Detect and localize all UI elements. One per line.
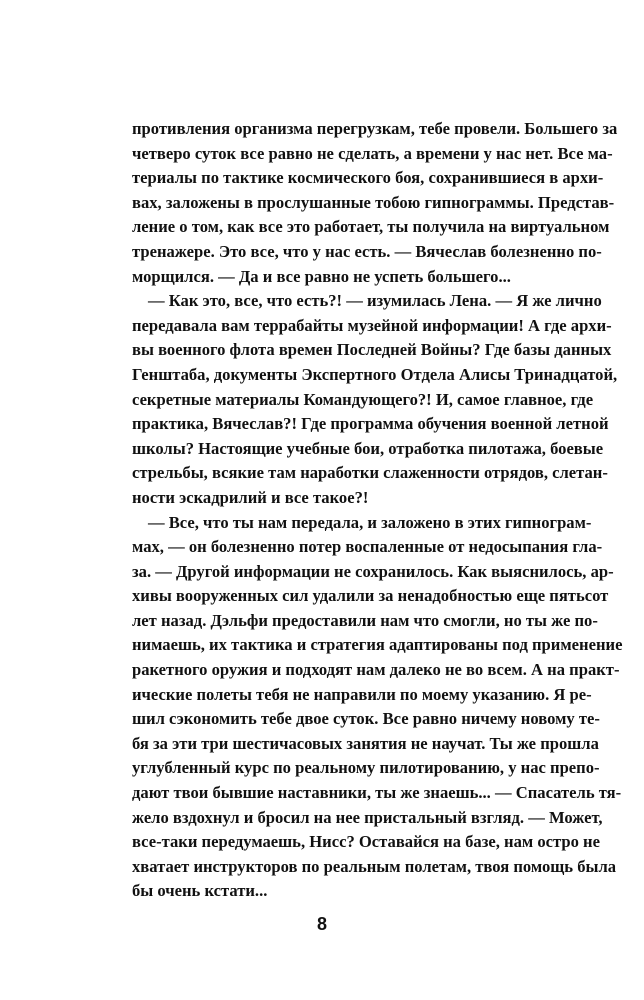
text-line: Генштаба, документы Экспертного Отдела Алисы Тринадцатой, (132, 364, 618, 384)
text-line: секретные материалы Командующего?! И, самое главное, где (132, 389, 594, 409)
text-line: вах, заложены в прослушанные тобою гипнограммы. Представ- (132, 192, 615, 212)
paragraph-1 (132, 117, 618, 289)
text-line: противления организма перегрузкам, тебе провели. Большего за (132, 119, 618, 138)
text-line: териалы по тактике космического боя, сохранившиеся в архи- (132, 168, 604, 188)
text-line: бя за эти три шестичасовых занятия не научат. Ты же прошла (132, 733, 599, 753)
text-line: ические полеты тебя не направили по моему указанию. Я ре- (132, 684, 592, 704)
text-line: нимаешь, их тактика и стратегия адаптированы под применение (132, 635, 623, 655)
text-line: четверо суток все равно не сделать, а времени у нас нет. Все ма- (132, 143, 613, 163)
text-line: вы военного флота времен Последней Войны? Где базы данных (132, 340, 612, 360)
paragraph-3 (132, 511, 623, 905)
text-line: тренажере. Это все, что у нас есть. — Вячеслав болезненно по- (132, 241, 602, 261)
text-line: мах, — он болезненно потер воспаленные от недосыпания гла- (132, 537, 603, 557)
text-line: морщился. — Да и все равно не успеть большего... (132, 266, 511, 286)
text-line: жело вздохнул и бросил на нее пристальный взгляд. — Может, (132, 807, 603, 827)
paragraph-2 (132, 289, 618, 510)
text-line: — Как это, все, что есть?! — изумилась Лена. — Я же лично (148, 291, 602, 311)
text-line: ракетного оружия и подходят нам далеко не во всем. А на практ- (132, 660, 620, 680)
text-line: стрельбы, всякие там наработки слаженности отрядов, слетан- (132, 463, 608, 483)
text-line: хивы вооруженных сил удалили за ненадобностью еще пятьсот (132, 586, 609, 606)
text-line: лет назад. Дэльфи предоставили нам что смогли, но ты же по- (132, 610, 598, 630)
text-line: передавала вам террабайты музейной информации! А где архи- (132, 315, 612, 335)
page-number: 8 (316, 914, 327, 934)
text-line: ление о том, как все это работает, ты получила на виртуальном (132, 217, 610, 237)
body-text (132, 117, 623, 904)
text-line: дают твои бывшие наставники, ты же знаешь... — Спасатель тя- (132, 783, 622, 803)
text-line: бы очень кстати... (132, 881, 268, 901)
text-line: за. — Другой информации не сохранилось. Как выяснилось, ар- (132, 561, 614, 581)
text-line: школы? Настоящие учебные бои, отработка пилотажа, боевые (132, 438, 604, 458)
text-line: ности эскадрилий и все такое?! (132, 487, 369, 507)
text-line: практика, Вячеслав?! Где программа обучения военной летной (132, 414, 609, 434)
text-line: все-таки передумаешь, Нисс? Оставайся на базе, нам остро не (132, 832, 600, 852)
text-line: — Все, что ты нам передала, и заложено в этих гипнограм- (148, 512, 592, 532)
text-line: углубленный курс по реальному пилотированию, у нас препо- (132, 758, 600, 778)
text-line: хватает инструкторов по реальным полетам, твоя помощь была (132, 856, 617, 876)
text-line: шил сэкономить тебе двое суток. Все равно ничему новому те- (132, 709, 600, 729)
